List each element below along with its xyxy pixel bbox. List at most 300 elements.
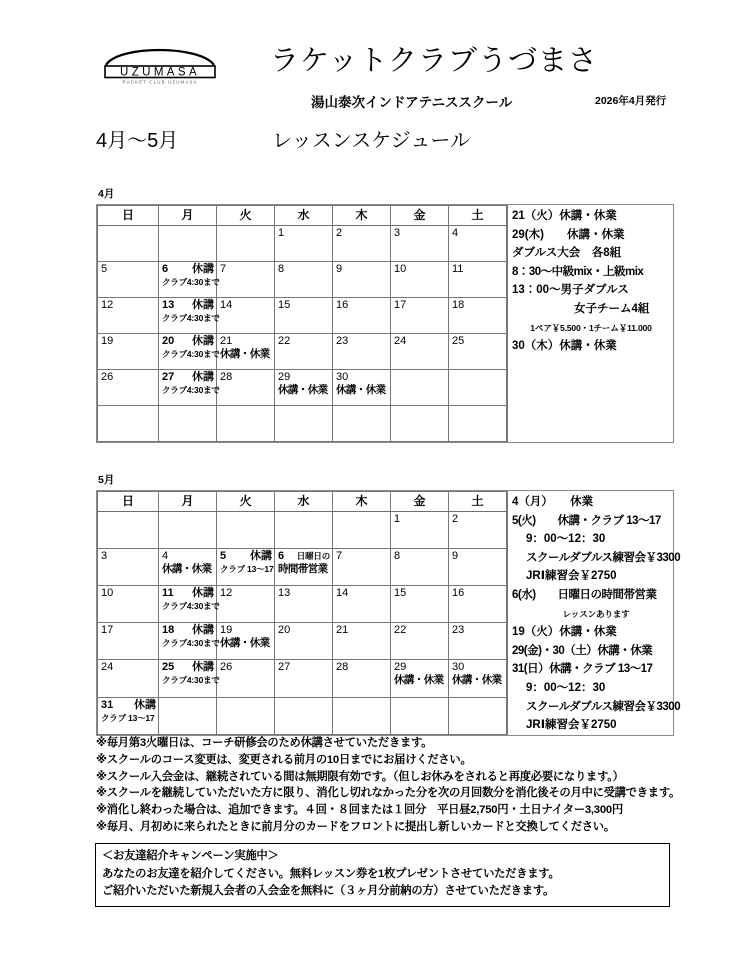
day-number: 25 xyxy=(162,661,175,674)
april-day-cell xyxy=(217,262,275,298)
day-number: 18 xyxy=(162,624,175,637)
day-number: 15 xyxy=(278,299,291,311)
day-note-closure: 休講・休業 xyxy=(394,674,444,687)
day-top-row xyxy=(278,227,330,240)
april-day-cell xyxy=(391,262,449,298)
schedule-heading: レッスンスケジュール xyxy=(272,130,470,152)
day-top-row xyxy=(452,299,504,312)
campaign-box xyxy=(95,843,670,907)
april-weekday-1: 月 xyxy=(159,206,217,226)
day-cell-content xyxy=(159,334,220,369)
day-note-primary: 休講 xyxy=(134,698,156,711)
day-number: 30 xyxy=(452,661,465,674)
may-day-cell xyxy=(98,623,159,660)
day-top-row xyxy=(220,371,272,384)
may-side-note: 9：00～12：30 xyxy=(526,681,606,694)
day-top-row xyxy=(220,550,272,563)
day-cell-content xyxy=(449,549,506,585)
svg-text:UZUMASA: UZUMASA xyxy=(119,66,201,79)
day-note-secondary: クラブ4:30まで xyxy=(162,313,220,323)
may-day-cell xyxy=(391,586,449,623)
day-cell-content xyxy=(159,262,220,297)
day-top-row xyxy=(394,227,446,240)
day-cell-content xyxy=(449,623,506,659)
may-day-cell xyxy=(159,549,217,586)
day-cell-content xyxy=(333,549,390,585)
day-number: 9 xyxy=(452,550,459,563)
day-note-closure: 時間帯営業 xyxy=(278,563,328,576)
may-day-cell xyxy=(159,697,217,734)
day-note-secondary: クラブ4:30まで xyxy=(162,601,220,612)
april-day-cell xyxy=(391,298,449,334)
day-cell-content xyxy=(333,262,390,297)
day-number: 8 xyxy=(278,263,285,275)
day-cell-content xyxy=(449,226,506,261)
april-day-cell xyxy=(333,298,391,334)
may-weekday-header-row xyxy=(98,492,507,512)
april-day-cell xyxy=(98,406,159,442)
day-top-row xyxy=(162,624,214,637)
day-number: 17 xyxy=(394,299,407,311)
day-cell-content xyxy=(98,623,158,659)
day-number: 16 xyxy=(336,299,349,311)
may-side-notes xyxy=(507,491,683,735)
campaign-line: ＜お友達紹介キャンペーン実施中＞ xyxy=(102,850,279,862)
day-cell-content xyxy=(217,226,274,261)
day-cell-content xyxy=(159,660,220,696)
day-cell-content xyxy=(275,660,332,696)
day-number: 1 xyxy=(278,227,285,239)
day-cell-content xyxy=(275,549,332,585)
day-top-row xyxy=(220,661,272,674)
day-cell-content xyxy=(159,370,220,405)
may-side-note: スクールダブルス練習会￥3300 xyxy=(526,700,681,713)
may-week-row xyxy=(98,549,507,586)
day-cell-content xyxy=(333,512,390,548)
may-day-cell xyxy=(159,512,217,549)
day-cell-content xyxy=(449,334,506,369)
day-number: 29 xyxy=(394,661,407,674)
may-weekday-4: 木 xyxy=(333,492,391,512)
day-cell-content xyxy=(217,298,274,333)
day-number: 22 xyxy=(278,335,291,347)
april-day-cell xyxy=(217,370,275,406)
april-day-cell xyxy=(275,370,333,406)
day-number: 12 xyxy=(220,587,233,600)
day-cell-content xyxy=(449,406,506,441)
issue-date: 2026年4月発行 xyxy=(595,95,667,107)
may-day-cell xyxy=(217,586,275,623)
may-calendar-block xyxy=(96,472,681,736)
page-title: ラケットクラブうづまさ xyxy=(270,45,598,77)
day-number: 10 xyxy=(394,263,407,275)
day-number: 21 xyxy=(336,624,349,637)
day-number: 17 xyxy=(101,624,114,637)
day-number: 20 xyxy=(162,335,175,347)
may-day-cell xyxy=(333,660,391,697)
may-day-cell xyxy=(391,549,449,586)
day-top-row xyxy=(394,587,446,600)
day-top-row xyxy=(394,263,446,276)
may-weekday-5: 金 xyxy=(391,492,449,512)
may-day-cell xyxy=(391,623,449,660)
day-top-row xyxy=(162,335,214,348)
day-cell-content xyxy=(159,512,216,548)
may-day-cell xyxy=(449,586,507,623)
day-number: 6 xyxy=(278,550,285,563)
day-top-row xyxy=(101,335,156,348)
document-header xyxy=(0,0,750,152)
day-cell-content xyxy=(159,406,216,441)
april-side-note: 21（火）休講・休業 xyxy=(512,210,617,222)
may-week-row xyxy=(98,697,507,734)
day-cell-content xyxy=(275,298,332,333)
day-top-row xyxy=(336,550,388,563)
day-cell-content xyxy=(217,406,274,441)
april-side-note: 8：30～中級mix・上級mix xyxy=(512,265,644,278)
day-cell-content xyxy=(98,370,158,405)
day-number: 12 xyxy=(101,299,114,311)
april-day-cell xyxy=(159,334,220,370)
day-number: 14 xyxy=(220,299,233,311)
day-number: 28 xyxy=(220,371,233,383)
april-day-cell xyxy=(449,370,507,406)
day-top-row xyxy=(336,227,388,240)
may-day-cell xyxy=(333,586,391,623)
may-day-cell xyxy=(217,549,275,586)
may-side-note: 6(水) 日曜日の時間帯営業 xyxy=(512,588,657,601)
day-note-secondary: クラブ4:30まで xyxy=(162,385,220,395)
may-day-cell xyxy=(98,512,159,549)
day-note-secondary: クラブ4:30まで xyxy=(162,638,220,649)
day-top-row xyxy=(394,624,446,637)
day-cell-content xyxy=(391,698,448,734)
day-cell-content xyxy=(333,660,390,696)
april-day-cell xyxy=(449,298,507,334)
day-cell-content xyxy=(98,406,158,441)
day-cell-content xyxy=(159,226,216,261)
may-weekday-2: 火 xyxy=(217,492,275,512)
day-cell-content xyxy=(333,586,390,622)
day-cell-content xyxy=(391,660,448,696)
day-note-closure: 休講・休業 xyxy=(220,637,270,650)
april-day-cell xyxy=(217,334,275,370)
day-number: 29 xyxy=(278,371,291,383)
day-cell-content xyxy=(159,298,220,333)
day-top-row xyxy=(336,263,388,276)
may-day-cell xyxy=(275,697,333,734)
april-side-notes xyxy=(507,205,673,442)
day-top-row xyxy=(101,661,156,674)
day-top-row xyxy=(220,299,272,312)
may-side-note: スクールダブルス練習会￥3300 xyxy=(526,551,681,564)
day-note-primary: 休講 xyxy=(192,335,214,347)
day-note-closure: 休講・休業 xyxy=(336,384,386,396)
april-weekday-header-row xyxy=(98,206,507,226)
day-top-row xyxy=(162,550,214,563)
footnote-line: ※毎月、月初めに来られたときに前月分のカードをフロントに提出し新しいカードと交換してください。 xyxy=(96,820,615,833)
day-note-secondary: クラブ4:30まで xyxy=(162,675,220,686)
may-day-cell xyxy=(98,586,159,623)
day-top-row xyxy=(452,661,504,674)
may-side-note: 4（月） 休業 xyxy=(512,496,594,508)
day-cell-content xyxy=(159,698,216,734)
day-cell-content xyxy=(333,298,390,333)
may-day-cell xyxy=(449,512,507,549)
day-top-row xyxy=(452,227,504,240)
day-number: 13 xyxy=(278,587,291,600)
april-side-note: 女子チーム4組 xyxy=(574,302,650,315)
day-top-row xyxy=(278,335,330,348)
day-number: 26 xyxy=(220,661,233,674)
may-week-row xyxy=(98,660,507,697)
day-number: 4 xyxy=(452,227,459,239)
day-cell-content xyxy=(98,586,158,622)
day-top-row xyxy=(220,587,272,600)
day-number: 8 xyxy=(394,550,401,563)
april-day-cell xyxy=(275,334,333,370)
day-number: 30 xyxy=(336,371,349,383)
day-number: 26 xyxy=(101,371,114,383)
day-cell-content xyxy=(98,226,158,261)
day-number: 27 xyxy=(162,371,175,383)
april-weekday-6: 土 xyxy=(449,206,507,226)
april-day-cell xyxy=(275,298,333,334)
day-number: 2 xyxy=(452,513,459,525)
may-side-note: 19（火）休講・休業 xyxy=(512,626,617,639)
april-side-note: 13：00～男子ダブルス xyxy=(512,284,629,297)
may-month-label: 5月 xyxy=(98,474,115,486)
day-top-row xyxy=(336,371,388,384)
day-top-row xyxy=(101,263,156,276)
day-top-row xyxy=(394,513,446,526)
day-top-row xyxy=(278,587,330,600)
april-side-note: ダブルス大会 各8組 xyxy=(512,247,622,260)
day-cell-content xyxy=(333,623,390,659)
may-day-cell xyxy=(217,660,275,697)
april-day-cell xyxy=(98,298,159,334)
april-day-cell xyxy=(391,334,449,370)
day-note-closure: 休講・休業 xyxy=(278,384,328,396)
may-day-cell xyxy=(159,586,220,623)
day-cell-content xyxy=(159,586,220,622)
day-number: 18 xyxy=(452,299,465,311)
april-side-note: 1ペア￥5.500・1チーム￥11.000 xyxy=(530,322,652,333)
day-cell-content xyxy=(98,298,158,333)
day-number: 14 xyxy=(336,587,349,600)
day-number: 5 xyxy=(220,550,227,563)
day-top-row xyxy=(278,661,330,674)
april-week-row xyxy=(98,370,507,406)
day-cell-content xyxy=(449,512,506,548)
day-number: 22 xyxy=(394,624,407,637)
day-note-closure: 休講・休業 xyxy=(220,348,270,360)
day-number: 27 xyxy=(278,661,291,674)
may-side-note: JRⅠ練習会￥2750 xyxy=(526,570,617,583)
day-top-row xyxy=(336,624,388,637)
day-cell-content xyxy=(391,623,448,659)
day-number: 7 xyxy=(220,263,227,275)
day-cell-content xyxy=(333,406,390,441)
april-week-row xyxy=(98,334,507,370)
day-cell-content xyxy=(217,549,274,585)
april-day-cell xyxy=(449,406,507,442)
april-day-cell xyxy=(98,334,159,370)
day-number: 20 xyxy=(278,624,291,637)
day-cell-content xyxy=(391,586,448,622)
day-number: 21 xyxy=(220,335,233,347)
day-note-primary: 休講 xyxy=(192,587,214,600)
day-note-secondary: クラブ 13～17 xyxy=(101,712,155,723)
april-day-cell xyxy=(98,370,159,406)
may-day-cell xyxy=(275,623,333,660)
day-top-row xyxy=(220,335,272,348)
may-calendar-body xyxy=(98,512,507,735)
day-number: 9 xyxy=(336,263,343,275)
day-top-row xyxy=(278,624,330,637)
day-note-inline-small: 日曜日の xyxy=(296,551,330,562)
day-number: 5 xyxy=(101,263,108,275)
day-cell-content xyxy=(159,549,216,585)
footnote-line: ※スクールのコース変更は、変更される前月の10日までにお届けください。 xyxy=(96,753,472,766)
day-number: 1 xyxy=(394,513,401,525)
april-day-cell xyxy=(449,262,507,298)
day-number: 25 xyxy=(452,335,465,347)
day-note-primary: 休講 xyxy=(250,550,272,563)
day-note-primary: 休講 xyxy=(192,299,214,311)
school-subtitle: 湯山泰次インドアテニススクール xyxy=(311,95,513,110)
club-logo xyxy=(100,43,222,85)
may-side-note: 9：00～12：30 xyxy=(526,533,606,546)
day-cell-content xyxy=(449,660,506,696)
april-day-cell xyxy=(98,226,159,262)
april-weekday-4: 木 xyxy=(333,206,391,226)
day-top-row xyxy=(162,661,214,674)
day-cell-content xyxy=(98,698,158,734)
svg-text:RACKET CLUB UZUMASA: RACKET CLUB UZUMASA xyxy=(122,79,198,85)
day-note-primary: 休講 xyxy=(192,263,214,275)
april-day-cell xyxy=(217,226,275,262)
april-month-label: 4月 xyxy=(98,188,115,200)
day-note-primary: 休講 xyxy=(192,661,214,674)
may-day-cell xyxy=(333,549,391,586)
april-week-row xyxy=(98,406,507,442)
day-number: 31 xyxy=(101,698,114,711)
footnote-line: ※消化し終わった場合は、追加できます。４回・８回または１回分 平日昼2,750円・土日ナイター3,300円 xyxy=(96,804,623,817)
day-note-primary: 休講 xyxy=(192,624,214,637)
day-cell-content xyxy=(275,334,332,369)
day-number: 23 xyxy=(452,624,465,637)
april-day-cell xyxy=(275,262,333,298)
may-calendar-table xyxy=(97,491,507,735)
day-note-secondary: クラブ 13～17 xyxy=(220,564,274,575)
day-top-row xyxy=(162,371,214,384)
day-cell-content xyxy=(217,334,274,369)
may-day-cell xyxy=(217,697,275,734)
footnotes xyxy=(96,735,696,836)
day-number: 24 xyxy=(394,335,407,347)
may-day-cell xyxy=(275,512,333,549)
day-number: 7 xyxy=(336,550,343,563)
april-day-cell xyxy=(333,370,391,406)
day-cell-content xyxy=(333,698,390,734)
day-cell-content xyxy=(98,334,158,369)
april-day-cell xyxy=(391,406,449,442)
day-cell-content xyxy=(391,262,448,297)
april-day-cell xyxy=(159,370,220,406)
may-side-note: 29(金)・30（土）休講・休業 xyxy=(512,644,653,657)
day-number: 11 xyxy=(162,587,174,600)
day-top-row xyxy=(220,263,272,276)
day-cell-content xyxy=(217,623,274,659)
day-number: 3 xyxy=(394,227,401,239)
month-range-title: 4月～5月 xyxy=(96,130,179,152)
may-day-cell xyxy=(333,623,391,660)
day-number: 15 xyxy=(394,587,407,600)
may-day-cell xyxy=(275,549,333,586)
day-number: 6 xyxy=(162,263,169,275)
day-cell-content xyxy=(98,512,158,548)
day-cell-content xyxy=(217,370,274,405)
day-top-row xyxy=(278,299,330,312)
day-cell-content xyxy=(217,512,274,548)
day-number: 2 xyxy=(336,227,343,239)
day-number: 3 xyxy=(101,550,108,563)
day-note-primary: 休講 xyxy=(192,371,214,383)
april-day-cell xyxy=(159,298,220,334)
day-top-row xyxy=(452,263,504,276)
day-top-row xyxy=(101,587,156,600)
day-cell-content xyxy=(275,623,332,659)
day-cell-content xyxy=(391,512,448,548)
day-cell-content xyxy=(159,623,220,659)
day-cell-content xyxy=(449,586,506,622)
april-calendar-wrapper xyxy=(96,204,674,443)
may-day-cell xyxy=(275,660,333,697)
day-cell-content xyxy=(98,660,158,696)
day-note-secondary: クラブ4:30まで xyxy=(162,349,220,359)
day-number: 13 xyxy=(162,299,175,311)
may-weekday-1: 月 xyxy=(159,492,217,512)
april-day-cell xyxy=(159,262,220,298)
may-side-note: 31(日）休講・クラブ 13～17 xyxy=(512,663,653,676)
day-cell-content xyxy=(391,549,448,585)
april-day-cell xyxy=(159,406,217,442)
april-day-cell xyxy=(275,406,333,442)
day-cell-content xyxy=(275,406,332,441)
day-top-row xyxy=(452,550,504,563)
day-top-row xyxy=(278,550,330,563)
may-day-cell xyxy=(333,697,391,734)
day-top-row xyxy=(336,335,388,348)
april-day-cell xyxy=(333,406,391,442)
may-day-cell xyxy=(159,623,220,660)
may-weekday-3: 水 xyxy=(275,492,333,512)
day-cell-content xyxy=(275,586,332,622)
may-day-cell xyxy=(391,660,449,697)
day-top-row xyxy=(452,513,504,526)
may-day-cell xyxy=(449,549,507,586)
may-calendar-wrapper xyxy=(96,490,681,736)
day-cell-content xyxy=(449,698,506,734)
footnote-line: ※毎月第3火曜日は、コーチ研修会のため休講させていただきます。 xyxy=(96,737,433,749)
day-top-row xyxy=(162,263,214,276)
may-day-cell xyxy=(391,512,449,549)
april-calendar-table xyxy=(97,205,507,442)
day-cell-content xyxy=(333,370,390,405)
april-weekday-3: 水 xyxy=(275,206,333,226)
may-day-cell xyxy=(275,586,333,623)
